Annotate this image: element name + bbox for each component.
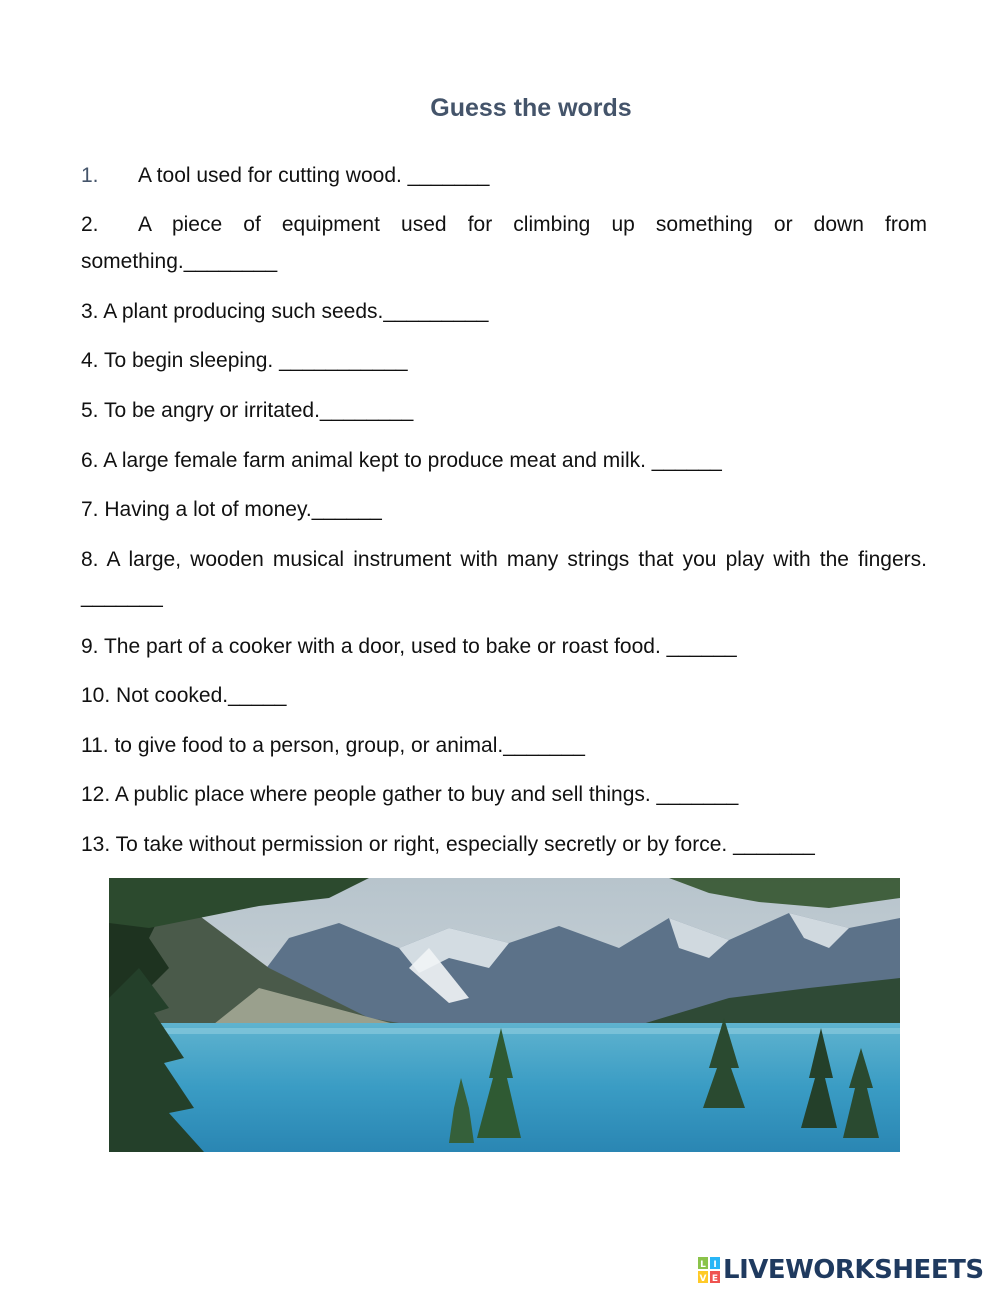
question-13: 13. To take without permission or right, especially secretly or by force. _______ (81, 833, 815, 856)
question-4: 4. To begin sleeping. ___________ (81, 349, 408, 372)
question-11: 11. to give food to a person, group, or animal._______ (81, 734, 585, 757)
question-2 (81, 206, 927, 280)
question-number: 1. (81, 164, 99, 187)
question-9: 9. The part of a cooker with a door, used to bake or roast food. ______ (81, 635, 737, 658)
page-title: Guess the words (430, 94, 632, 122)
question-text: A tool used for cutting wood. _______ (138, 164, 490, 187)
question-number: 2. (81, 213, 99, 236)
question-5: 5. To be angry or irritated.________ (81, 399, 414, 422)
question-3: 3. A plant producing such seeds._________ (81, 300, 489, 323)
question-text: A piece of equipment used for climbing up something or down from something.________ (81, 213, 927, 273)
mountain-lake-photo (109, 878, 900, 1152)
question-10: 10. Not cooked._____ (81, 684, 287, 707)
question-12: 12. A public place where people gather to buy and sell things. _______ (81, 783, 739, 806)
logo-letter-3: V (699, 1274, 707, 1283)
logo-letter-4: E (711, 1274, 719, 1283)
question-6: 6. A large female farm animal kept to produce meat and milk. ______ (81, 449, 722, 472)
brand-name: LIVEWORKSHEETS (723, 1255, 984, 1285)
logo-letter-1: L (700, 1260, 706, 1270)
question-8: 8. A large, wooden musical instrument with many strings that you play with the fingers. _______ (81, 548, 927, 608)
question-7: 7. Having a lot of money.______ (81, 498, 382, 521)
question-1 (81, 157, 927, 194)
liveworksheets-brand (698, 1253, 984, 1287)
logo-letter-2: I (713, 1260, 717, 1270)
liveworksheets-logo-icon (698, 1257, 720, 1283)
